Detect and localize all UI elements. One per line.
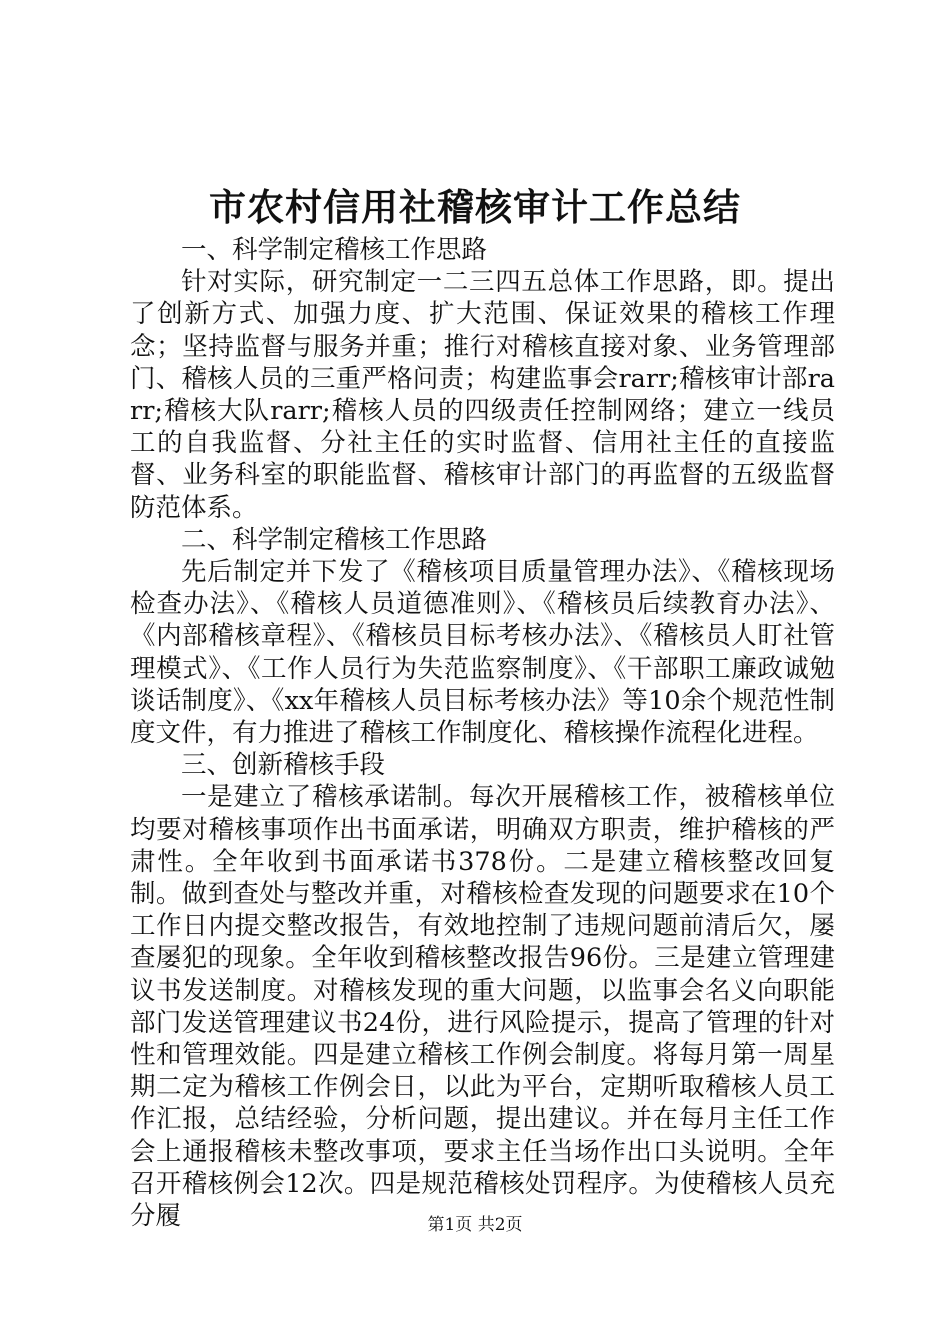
section-heading: 二、科学制定稽核工作思路 — [181, 524, 488, 555]
document-title: 市农村信用社稽核审计工作总结 — [209, 185, 741, 229]
body-paragraph: 针对实际，研究制定一二三四五总体工作思路，即。提出了创新方式、加强力度、扩大范围、保证效果的稽核工作理念；坚持监督与服务并重；推行对稽核直接对象、业务管理部门、稽核人员的三重严格问责；构建监事会rarr;稽核审计部rarr;稽核大队rarr;稽核人员的四级责任控制网络；建立一线员工的自我监督、分社主任的实时监督、信用社主任的直接监督、业务科室的职能监督、稽核审计部门的再监督的五级监督防范体系。 — [130, 267, 835, 523]
section-heading: 三、创新稽核手段 — [181, 750, 386, 781]
document-body — [130, 234, 835, 1232]
body-paragraph: 先后制定并下发了《稽核项目质量管理办法》、《稽核现场检查办法》、《稽核人员道德准则》、《稽核员后续教育办法》、《内部稽核章程》、《稽核员目标考核办法》、《稽核员人盯社管理模式》、《工作人员行为失范监察制度》、《干部职工廉政诚勉谈话制度》、《xx年稽核人员目标考核办法》等10余个规范性制度文件，有力推进了稽核工作制度化、稽核操作流程化进程。 — [130, 557, 835, 749]
page-number-footer: 第1页 共2页 — [427, 1215, 523, 1235]
section-heading: 一、科学制定稽核工作思路 — [181, 235, 488, 265]
body-paragraph: 一是建立了稽核承诺制。每次开展稽核工作，被稽核单位均要对稽核事项作出书面承诺，明确双方职责，维护稽核的严肃性。全年收到书面承诺书378份。二是建立稽核整改回复制。做到查处与整改并重，对稽核检查发现的问题要求在10个工作日内提交整改报告，有效地控制了违规问题前清后欠，屡查屡犯的现象。全年收到稽核整改报告96份。三是建立管理建议书发送制度。对稽核发现的重大问题，以监事会名义向职能部门发送管理建议书24份，进行风险提示，提高了管理的针对性和管理效能。四是建立稽核工作例会制度。将每月第一周星期二定为稽核工作例会日，以此为平台，定期听取稽核人员工作汇报，总结经验，分析问题，提出建议。并在每月主任工作会上通报稽核未整改事项，要求主任当场作出口头说明。全年召开稽核例会12次。四是规范稽核处罚程序。为使稽核人员充分履 — [130, 782, 835, 1232]
